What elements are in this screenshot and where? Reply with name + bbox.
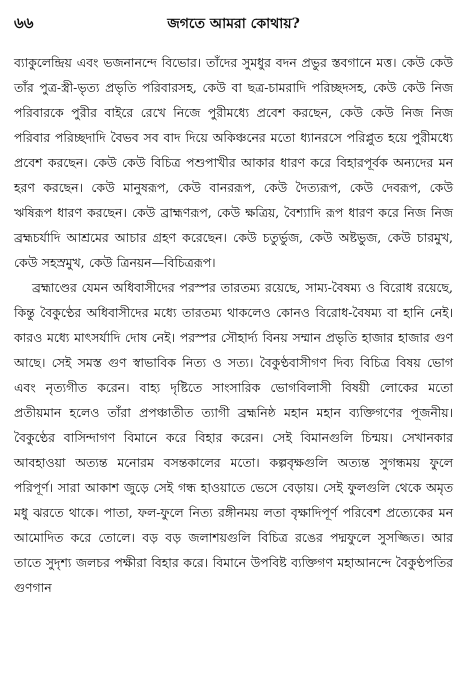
page-header [14, 10, 453, 34]
paragraph: ব্রহ্মাণ্ডের যেমন অধিবাসীদের পরস্পর তারতম্য রয়েছে, সাম্য-বৈষম্য ও বিরোধ রয়েছে, কিন্তু বৈকুণ্ঠের অধিবাসীদের মধ্যে তারতম্য থাকলেও কোনও বিরোধ-বৈষম্য বা হানি নেই। কারও মধ্যে মাৎসর্যাদি দোষ নেই। পরস্পর সৌহার্দ্য বিনয় সম্মান প্রভৃতি হাজার হাজার গুণ আছে। সেই সমস্ত গুণ স্বাভাবিক নিত্য ও সত্য। বৈকুণ্ঠবাসীগণ দিব্য বিচিত্র বিষয় ভোগ এবং নৃত্যগীত করেন। বাহ্য দৃষ্টিতে সাংসারিক ভোগবিলাসী বিষয়ী লোকের মতো প্রতীয়মান হলেও তাঁরা প্রপঞ্চাতীত ত্যাগী ব্রহ্মনিষ্ঠ মহান মহান ব্যক্তিগণের পূজনীয়। বৈকুণ্ঠের বাসিন্দাগণ বিমানে করে বিহার করেন। সেই বিমানগুলি চিন্ময়। সেখানকার আবহাওয়া অত্যন্ত মনোরম বসন্তকালের মতো। কল্পবৃক্ষগুলি অত্যন্ত সুগন্ধময় ফুলে পরিপূর্ণ। সারা আকাশ জুড়ে সেই গন্ধ হাওয়াতে ভেসে বেড়ায়। সেই ফুলগুলি থেকে অমৃত মধু ঝরতে থাকে। পাতা, ফল-ফুলে নিত্য রঙ্গীনময় লতা বৃক্ষাদিপূর্ণ পরিবেশ প্রত্যেকের মন আমোদিত করে তোলে। বড় বড় জলাশয়গুলি বিচিত্র রঙের পদ্মফুলে সুসজ্জিত। আর তাতে সুদৃশ্য জলচর পক্ষীরা বিহার করে। বিমানে উপবিষ্ট ব্যক্তিগণ মহাআনন্দে বৈকুণ্ঠপতির গুণগান [14, 280, 453, 595]
running-title: জগতে আমরা কোথায়? [167, 16, 300, 32]
paragraph: ব্যাকুলেন্দ্রিয় এবং ভজনানন্দে বিভোর। তাঁদের সুমধুর বদন প্রভুর স্তবগানে মত্ত। কেউ কেউ তাঁর পুত্র-স্ত্রী-ভৃত্য প্রভৃতি পরিবারসহ, কেউ বা ছত্র-চামরাদি পরিচ্ছদসহ, কেউ কেউ নিজ পরিবারকে পুরীর বাইরে রেখে নিজে পুরীমধ্যে প্রবেশ করছেন, কেউ কেউ নিজ নিজ পরিবার পরিচ্ছদাদি বৈভব সব বাদ দিয়ে অকিঞ্চনের মতো ধ্যানরসে পরিপ্লুত হয়ে পুরীমধ্যে প্রবেশ করছেন। কেউ কেউ বিচিত্র পশুপাখীর আকার ধারণ করে বিহারপূর্বক অন্যদের মন হরণ করছেন। কেউ মানুষরূপ, কেউ বানররূপ, কেউ দৈত্যরূপ, কেউ দেবরূপ, কেউ ঋষিরূপ ধারণ করছেন। কেউ ব্রাহ্মণরূপ, কেউ ক্ষত্রিয়, বৈশ্যাদি রূপ ধারণ করে নিজ নিজ ব্রহ্মচর্যাদি আশ্রমের আচার গ্রহণ করেছেন। কেউ চতুর্ভুজ, কেউ অষ্টভুজ, কেউ চারমুখ, কেউ সহস্রমুখ, কেউ ত্রিনয়ন—বিচিত্ররূপ। [14, 55, 453, 270]
page-number: ৬৬ [14, 14, 34, 32]
body-text [14, 50, 453, 600]
